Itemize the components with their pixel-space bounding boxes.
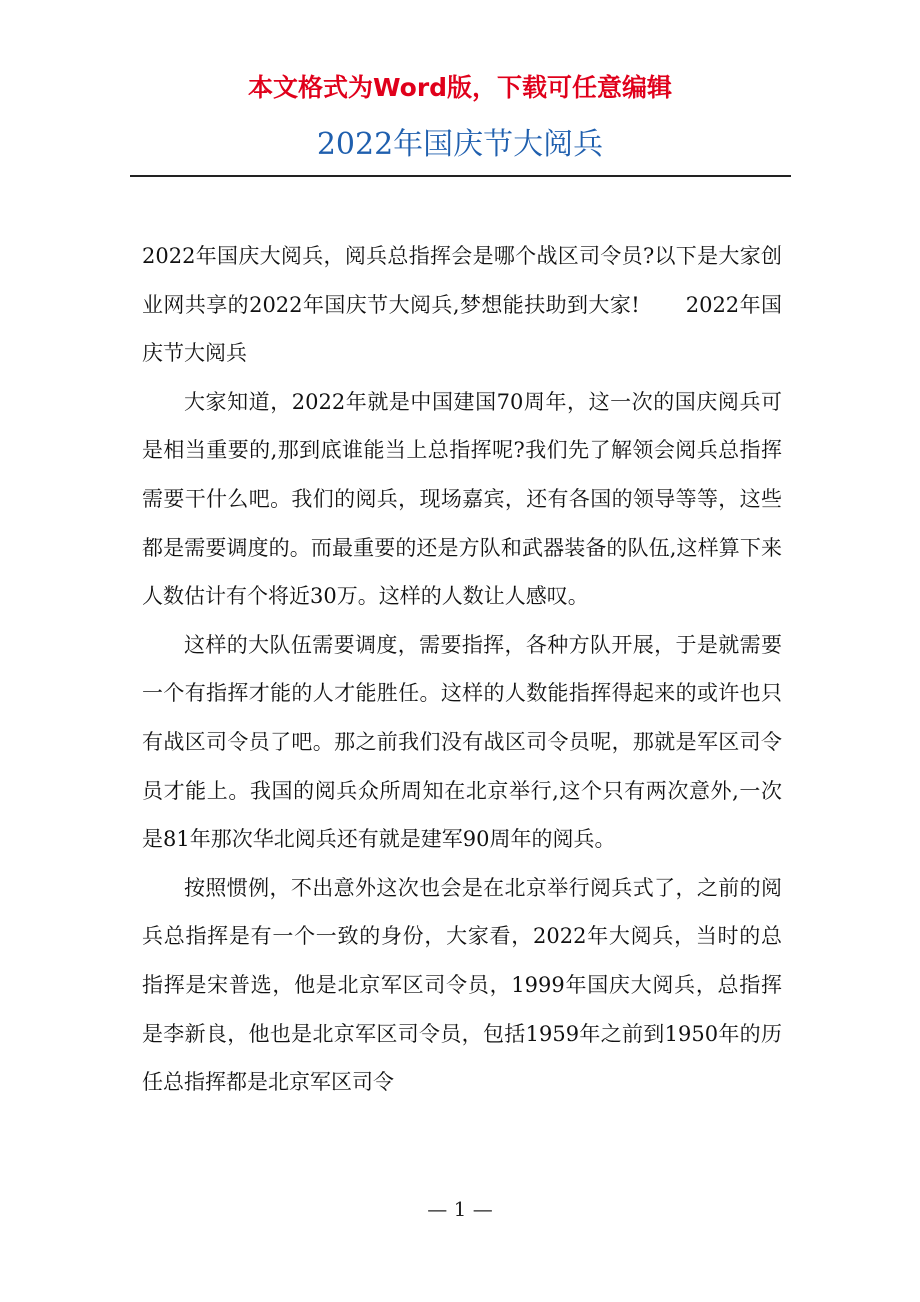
intro-subtitle: 2022年国庆节大阅兵 [142, 292, 782, 366]
intro-paragraph [142, 232, 782, 378]
paragraph-2: 这样的大队伍需要调度，需要指挥，各种方队开展，于是就需要一个有指挥才能的人才能胜任。这样的人数能指挥得起来的或许也只有战区司令员了吧。那之前我们没有战区司令员呢，那就是军区司令员才能上。我国的阅兵众所周知在北京举行,这个只有两次意外,一次是81年那次华北阅兵还有就是建军90周年的阅兵。 [142, 632, 782, 852]
paragraph-3: 按照惯例，不出意外这次也会是在北京举行阅兵式了，之前的阅兵总指挥是有一个一致的身份，大家看，2022年大阅兵，当时的总指挥是宋普选，他是北京军区司令员，1999年国庆大阅兵，总指挥是李新良，他也是北京军区司令员，包括1959年之前到1950年的历任总指挥都是北京军区司令 [142, 875, 782, 1095]
document-body [142, 232, 782, 1107]
paragraph-1: 大家知道，2022年就是中国建国70周年，这一次的国庆阅兵可是相当重要的,那到底谁能当上总指挥呢?我们先了解领会阅兵总指挥需要干什么吧。我们的阅兵，现场嘉宾，还有各国的领导等等，这些都是需要调度的。而最重要的还是方队和武器装备的队伍,这样算下来人数估计有个将近30万。这样的人数让人感叹。 [142, 389, 782, 609]
title-divider [130, 175, 791, 177]
page-number: — 1 — [427, 1197, 493, 1221]
document-title: 2022年国庆节大阅兵 [316, 127, 604, 162]
intro-text: 2022年国庆大阅兵，阅兵总指挥会是哪个战区司令员?以下是大家创业网共享的2022年国庆节大阅兵,梦想能扶助到大家! [142, 244, 782, 317]
download-banner: 本文格式为Word版，下载可任意编辑 [247, 73, 673, 102]
